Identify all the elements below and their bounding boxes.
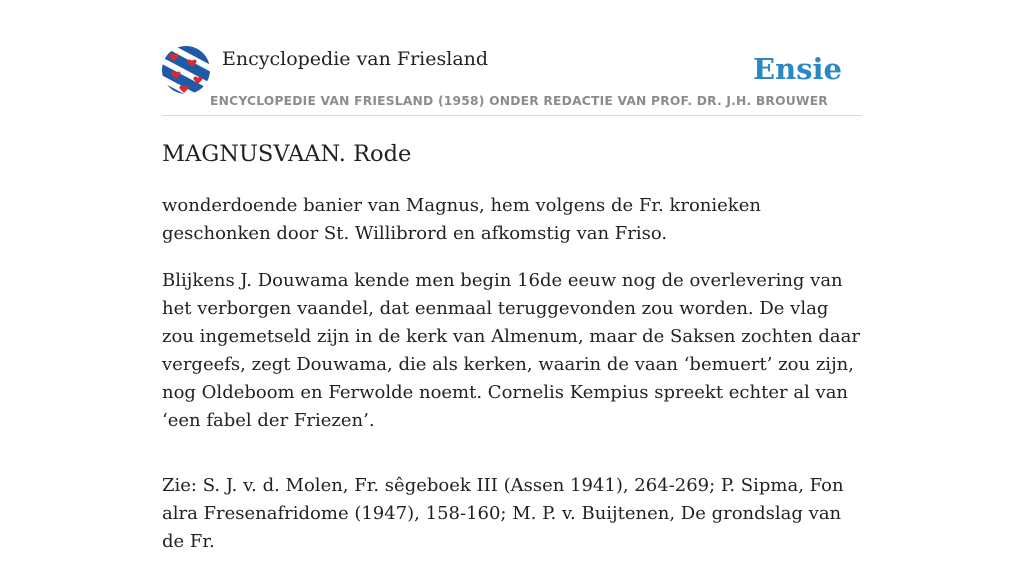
article-references: Zie: S. J. v. d. Molen, Fr. sêgeboek III (Assen 1941), 264-269; P. Sipma, Fon alra Fresenafridome (1947), 158-160; M. P. v. Buijtenen, De grondslag van de Fr. — [162, 475, 844, 552]
site-name[interactable]: Encyclopedie van Friesland — [222, 48, 489, 70]
header-divider — [162, 115, 862, 116]
article-title: MAGNUSVAAN. Rode — [162, 141, 412, 167]
site-header — [162, 46, 862, 116]
encyclopedia-subtitle: ENCYCLOPEDIE VAN FRIESLAND (1958) ONDER REDACTIE VAN PROF. DR. J.H. BROUWER — [210, 94, 828, 108]
brand-logo[interactable]: Ensie — [753, 52, 842, 86]
article-paragraph: wonderdoende banier van Magnus, hem volgens de Fr. kronieken geschonken door St. Willibrord en afkomstig van Friso. — [162, 195, 761, 244]
article-paragraph: Blijkens J. Douwama kende men begin 16de eeuw nog de overlevering van het verborgen vaandel, dat eenmaal teruggevonden zou worden. De vlag zou ingemetseld zijn in de kerk van Almenum, maar de Saksen zochten daar vergeefs, zegt Douwama, die als kerken, waarin de vaan ‘bemuert’ zou zijn, nog Oldeboom en Ferwolde noemt. Cornelis Kempius spreekt echter al van ‘een fabel der Friezen’. — [162, 270, 861, 431]
frisian-flag-icon[interactable] — [162, 46, 210, 94]
article-body — [162, 192, 862, 575]
